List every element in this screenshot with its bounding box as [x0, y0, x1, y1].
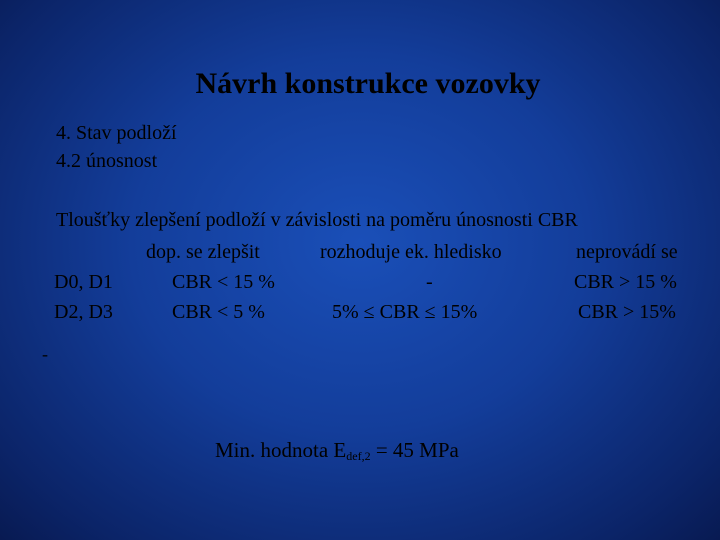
row-label: D2, D3 [54, 301, 113, 323]
stray-dash: - [42, 344, 48, 364]
column-header: dop. se zlepšit [146, 241, 260, 263]
footer-min-value [215, 437, 459, 469]
footer-subscript: def,2 [346, 449, 371, 463]
slide-title: Návrh konstrukce vozovky [195, 67, 541, 100]
table-cell: CBR < 15 % [172, 271, 275, 293]
footer-prefix: Min. hodnota E [215, 438, 347, 462]
table-cell: - [426, 271, 433, 293]
table-cell: 5% ≤ CBR ≤ 15% [332, 301, 478, 323]
table-caption: Tloušťky zlepšení podloží v závislosti na poměru únosnosti CBR [56, 209, 578, 231]
subsection-heading: 4.2 únosnost [56, 150, 158, 172]
table-cell: CBR < 5 % [172, 301, 265, 323]
section-heading: 4. Stav podloží [56, 122, 177, 144]
row-label: D0, D1 [54, 271, 113, 293]
table-cell: CBR > 15 % [574, 271, 677, 293]
table-cell: CBR > 15% [578, 301, 676, 323]
column-header: rozhoduje ek. hledisko [320, 241, 502, 263]
column-header: neprovádí se [576, 241, 678, 263]
footer-suffix: = 45 MPa [370, 438, 459, 462]
